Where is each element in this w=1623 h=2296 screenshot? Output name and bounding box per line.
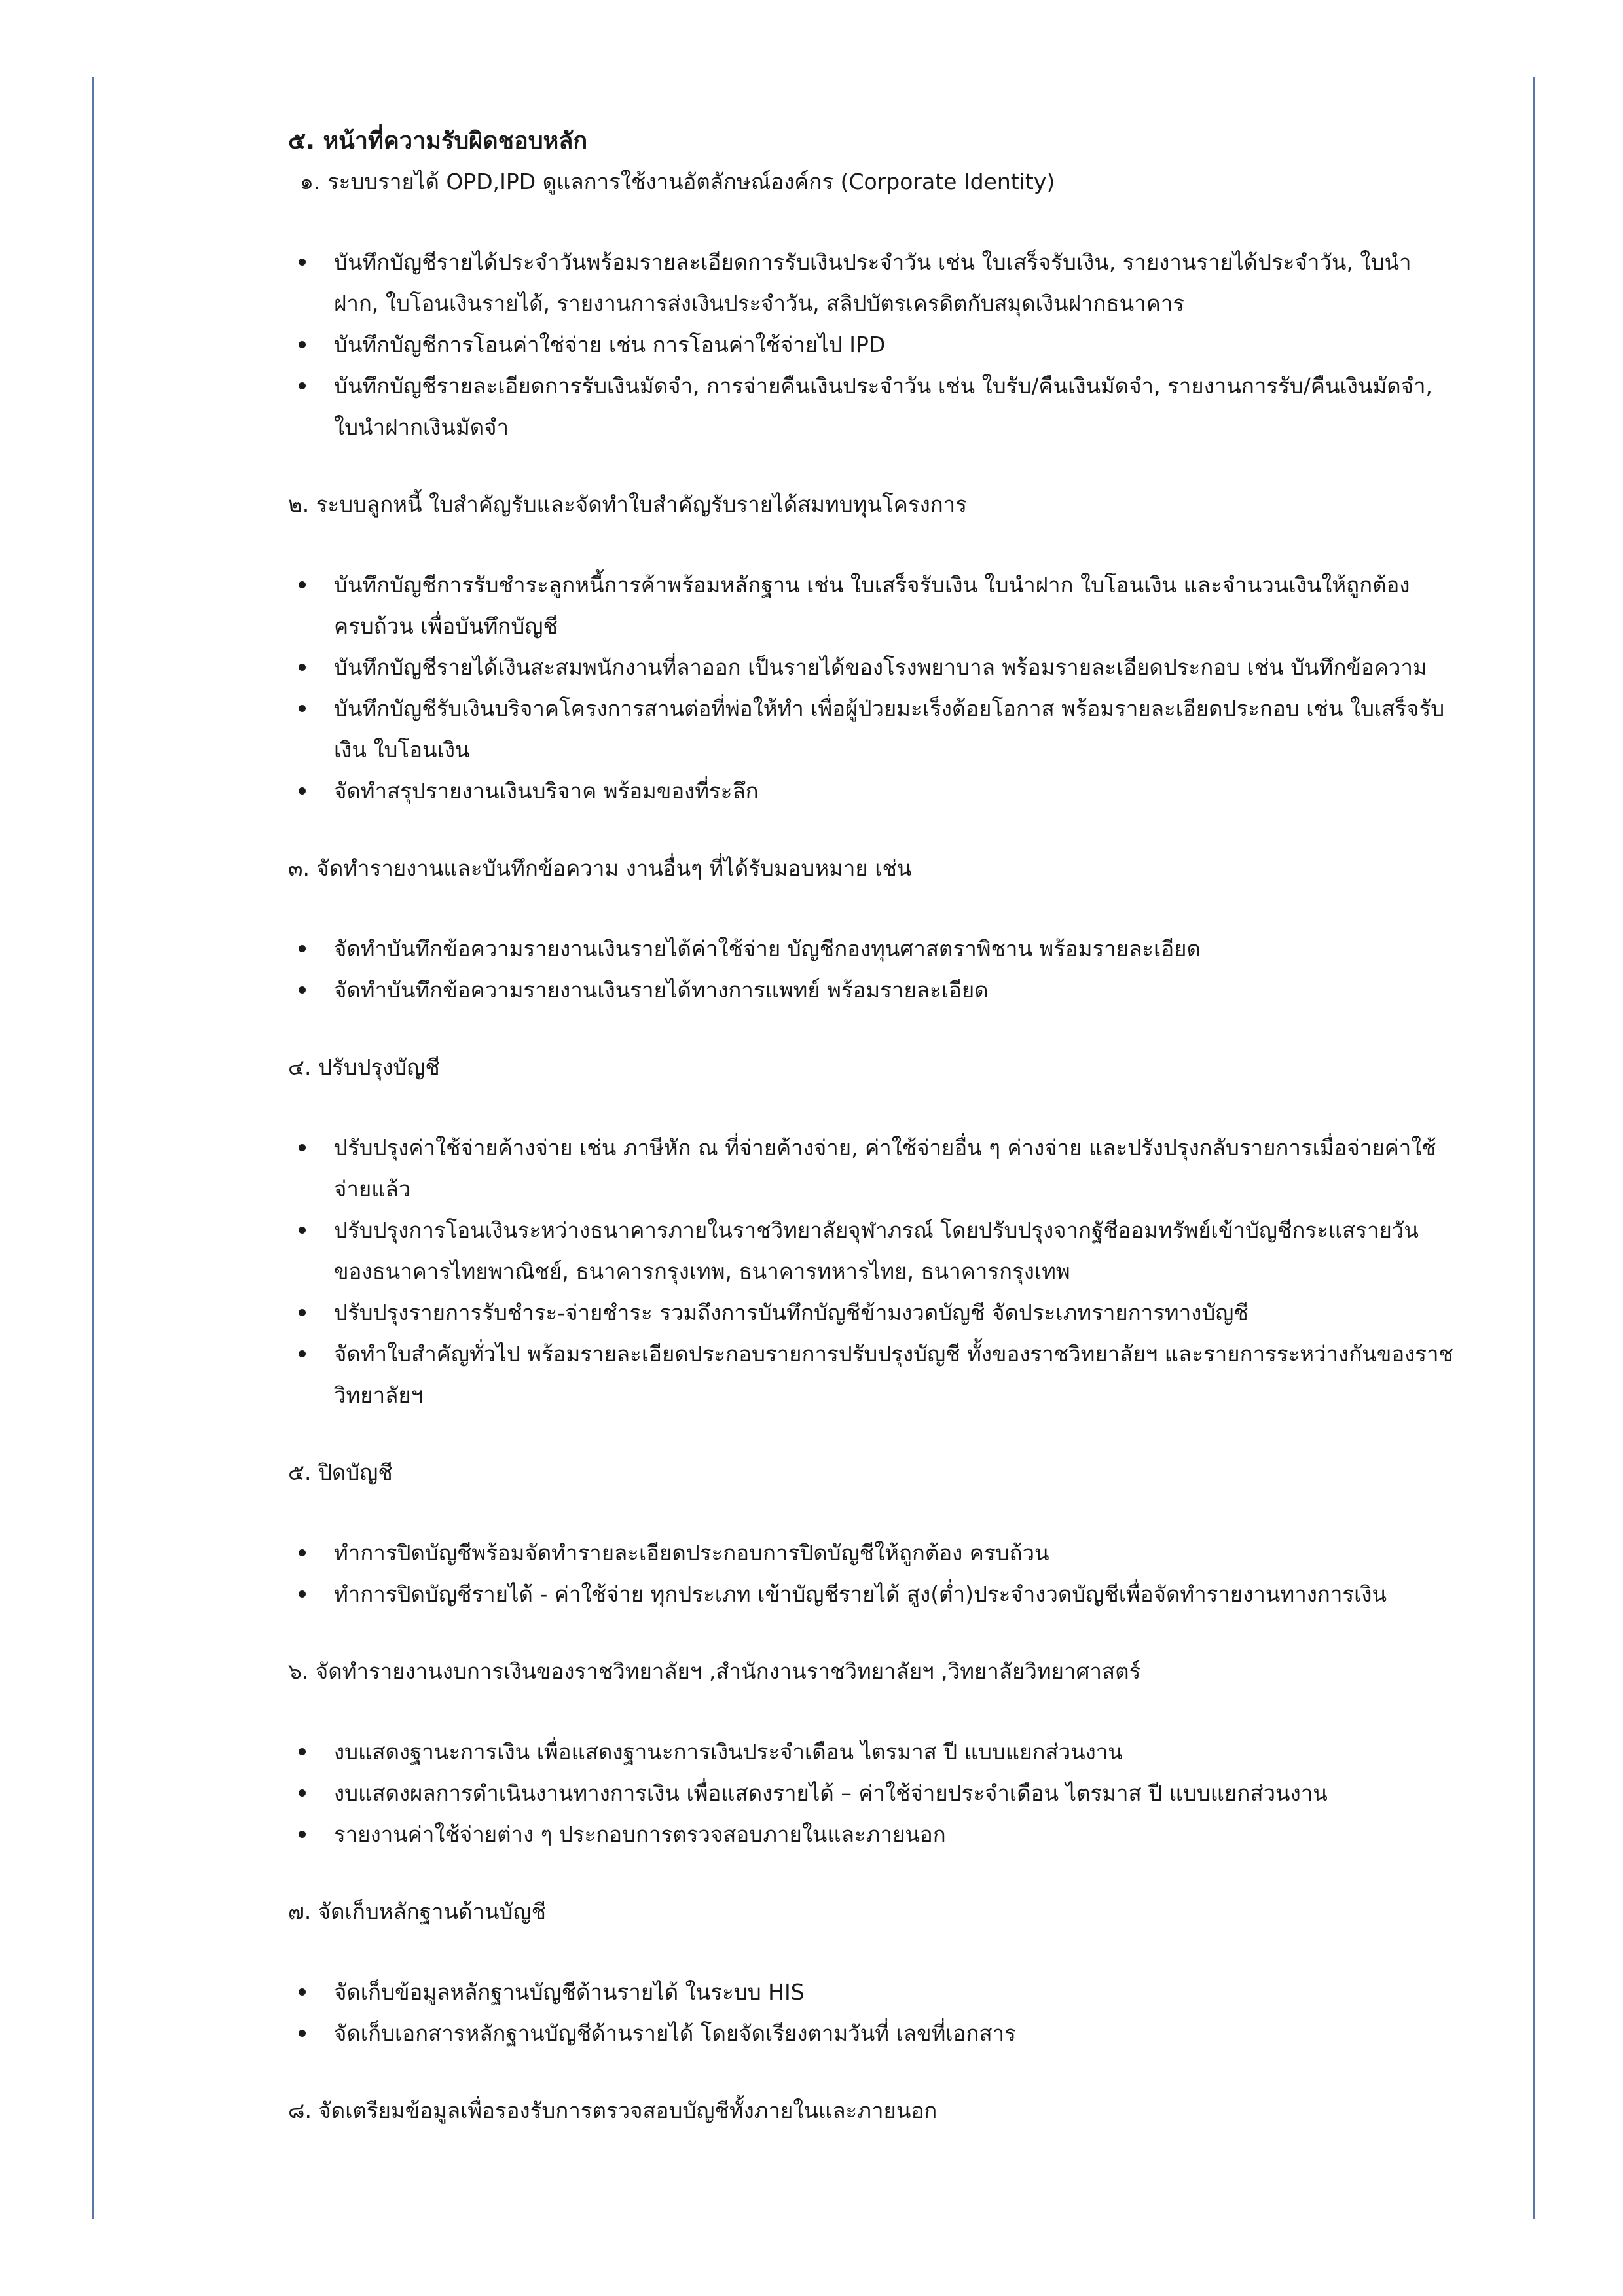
list-item: บันทึกบัญชีรายละเอียดการรับเงินมัดจำ, การจ่ายคืนเงินประจำวัน เช่น ใบรับ/คืนเงินมัดจำ, รายงานการรับ/คืนเงินมัดจำ, ใบนำฝากเงินมัดจำ [288,365,1453,448]
bullet-list-6 [288,1731,1453,1855]
bullet-list-5 [288,1532,1453,1615]
bullet-list-4 [288,1127,1453,1416]
section-title-4: ๔. ปรับปรุงบัญชี [288,1054,440,1080]
section-heading: ๕. หน้าที่ความรับผิดชอบหลัก [288,128,588,154]
list-item: ทำการปิดบัญชีพร้อมจัดทำรายละเอียดประกอบการปิดบัญชีให้ถูกต้อง ครบถ้วน [288,1532,1453,1573]
list-item: งบแสดงฐานะการเงิน เพื่อแสดงฐานะการเงินประจำเดือน ไตรมาส ปี แบบแยกส่วนงาน [288,1731,1453,1772]
list-item: ทำการปิดบัญชีรายได้ - ค่าใช้จ่าย ทุกประเภท เข้าบัญชีรายได้ สูง(ต่ำ)ประจำงวดบัญชีเพื่อจัดทำรายงานทางการเงิน [288,1573,1453,1615]
list-item: บันทึกบัญชีการรับชำระลูกหนี้การค้าพร้อมหลักฐาน เช่น ใบเสร็จรับเงิน ใบนำฝาก ใบโอนเงิน และจำนวนเงินให้ถูกต้อง ครบถ้วน เพื่อบันทึกบัญชี [288,564,1453,647]
list-item: จัดทำบันทึกข้อความรายงานเงินรายได้ค่าใช้จ่าย บัญชีกองทุนศาสตราพิชาน พร้อมรายละเอียด [288,928,1453,969]
list-item: รายงานค่าใช้จ่ายต่าง ๆ ประกอบการตรวจสอบภายในและภายนอก [288,1814,1453,1855]
list-item: ปรับปรุงรายการรับชำระ-จ่ายชำระ รวมถึงการบันทึกบัญชีข้ามงวดบัญชี จัดประเภทรายการทางบัญชี [288,1292,1453,1333]
section-title-8: ๘. จัดเตรียมข้อมูลเพื่อรองรับการตรวจสอบบัญชีทั้งภายในและภายนอก [288,2098,938,2123]
list-item: บันทึกบัญชีรายได้เงินสะสมพนักงานที่ลาออก เป็นรายได้ของโรงพยาบาล พร้อมรายละเอียดประกอบ เช่น บันทึกข้อความ [288,647,1453,688]
section-title-1: ๑. ระบบรายได้ OPD,IPD ดูแลการใช้งานอัตลักษณ์องค์กร (Corporate Identity) [300,169,1055,194]
left-border-line [92,77,94,2219]
list-item: จัดเก็บข้อมูลหลักฐานบัญชีด้านรายได้ ในระบบ HIS [288,1971,1453,2013]
list-item: ปรับปรุงการโอนเงินระหว่างธนาคารภายในราชวิทยาลัยจุฬาภรณ์ โดยปรับปรุงจากฐัชีออมทรัพย์เข้าบัญชีกระแสรายวันของธนาคารไทยพาณิชย์, ธนาคารกรุงเทพ, ธนาคารทหารไทย, ธนาคารกรุงเทพ [288,1210,1453,1292]
section-title-5: ๕. ปิดบัญชี [288,1460,393,1485]
list-item: บันทึกบัญชีรับเงินบริจาคโครงการสานต่อที่พ่อให้ทำ เพื่อผู้ป่วยมะเร็งด้อยโอกาส พร้อมรายละเอียดประกอบ เช่น ใบเสร็จรับเงิน ใบโอนเงิน [288,688,1453,770]
section-title-7: ๗. จัดเก็บหลักฐานด้านบัญชี [288,1899,547,1924]
bullet-list-1 [288,242,1453,448]
list-item: จัดเก็บเอกสารหลักฐานบัญชีด้านรายได้ โดยจัดเรียงตามวันที่ เลขที่เอกสาร [288,2013,1453,2054]
bullet-list-2 [288,564,1453,812]
right-border-line [1533,77,1535,2219]
document-body [288,121,1453,2131]
section-title-2: ๒. ระบบลูกหนี้ ใบสำคัญรับและจัดทำใบสำคัญรับรายได้สมทบทุนโครงการ [288,492,967,517]
section-title-3: ๓. จัดทำรายงานและบันทึกข้อความ งานอื่นๆ ที่ได้รับมอบหมาย เช่น [288,855,912,881]
list-item: จัดทำบันทึกข้อความรายงานเงินรายได้ทางการแพทย์ พร้อมรายละเอียด [288,969,1453,1011]
bullet-list-7 [288,1971,1453,2054]
list-item: บันทึกบัญชีรายได้ประจำวันพร้อมรายละเอียดการรับเงินประจำวัน เช่น ใบเสร็จรับเงิน, รายงานรายได้ประจำวัน, ใบนำฝาก, ใบโอนเงินรายได้, รายงานการส่งเงินประจำวัน, สลิปบัตรเครดิตกับสมุดเงินฝากธนาคาร [288,242,1453,324]
list-item: บันทึกบัญชีการโอนค่าใช่จ่าย เช่น การโอนค่าใช้จ่ายไป IPD [288,324,1453,365]
list-item: จัดทำสรุปรายงานเงินบริจาค พร้อมของที่ระลึก [288,770,1453,812]
list-item: ปรับปรุงค่าใช้จ่ายค้างจ่าย เช่น ภาษีหัก ณ ที่จ่ายค้างจ่าย, ค่าใช้จ่ายอื่น ๆ ค่างจ่าย และปรังปรุงกลับรายการเมื่อจ่ายค่าใช้จ่ายแล้ว [288,1127,1453,1210]
list-item: จัดทำใบสำคัญทั่วไป พร้อมรายละเอียดประกอบรายการปรับปรุงบัญชี ทั้งของราชวิทยาลัยฯ และรายการระหว่างกันของราชวิทยาลัยฯ [288,1333,1453,1416]
list-item: งบแสดงผลการดำเนินงานทางการเงิน เพื่อแสดงรายได้ – ค่าใช้จ่ายประจำเดือน ไตรมาส ปี แบบแยกส่วนงาน [288,1772,1453,1814]
bullet-list-3 [288,928,1453,1011]
section-title-6: ๖. จัดทำรายงานงบการเงินของราชวิทยาลัยฯ ,สำนักงานราชวิทยาลัยฯ ,วิทยาลัยวิทยาศาสตร์ [288,1659,1141,1684]
